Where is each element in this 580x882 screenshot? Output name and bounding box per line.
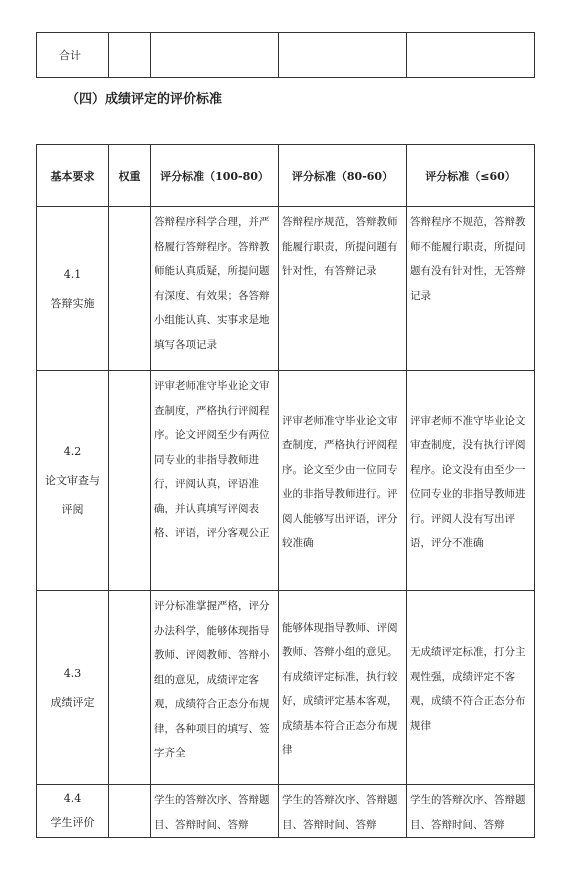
criteria-cell-mid: 能够体现指导教师、评阅教师、答辩小组的意见。有成绩评定标准，执行较好，成绩评定基本客观，成绩基本符合正态分布规律: [279, 591, 407, 785]
criteria-cell-high: 评审老师准守毕业论文审查制度，严格执行评阅程序。论文评阅至少有两位同专业的非指导教师进行，评阅认真，评语准确，并认真填写评阅表格、评语，评分客观公正: [151, 371, 279, 591]
requirement-number: 4.1: [63, 267, 82, 281]
summary-table: [36, 32, 535, 78]
weight-cell: [109, 207, 151, 371]
requirement-name-cont: 评阅: [61, 503, 84, 516]
criteria-table: [36, 144, 535, 838]
column-header: 基本要求: [37, 145, 109, 207]
criteria-cell-low: 无成绩评定标准，打分主观性强，成绩评定不客观，成绩不符合正态分布规律: [407, 591, 535, 785]
table-row: [37, 207, 535, 371]
weight-cell: [109, 371, 151, 591]
requirement-cell: [37, 371, 109, 591]
column-header: 评分标准（≤60）: [407, 145, 535, 207]
criteria-cell-low: 学生的答辩次序、答辩题目、答辩时间、答辩: [407, 785, 535, 838]
table-row: [37, 591, 535, 785]
table-row: [37, 33, 535, 78]
weight-cell: [109, 785, 151, 838]
table-header-row: [37, 145, 535, 207]
table-row: [37, 371, 535, 591]
total-label: 合计: [37, 33, 109, 78]
table-row: [37, 785, 535, 838]
weight-cell: [109, 591, 151, 785]
table-cell: [109, 33, 151, 78]
column-header: 评分标准（80-60）: [279, 145, 407, 207]
requirement-number: 4.2: [63, 445, 82, 458]
requirement-number: 4.3: [63, 666, 82, 680]
criteria-cell-low: 评审老师不准守毕业论文审查制度，没有执行评阅程序。论文没有由至少一位同专业的非指导教师进行。评阅人没有写出评语，评分不准确: [407, 371, 535, 591]
criteria-cell-mid: 评审老师准守毕业论文审查制度，严格执行评阅程序。论文至少由一位同专业的非指导教师进行。评阅人能够写出评语，评分较准确: [279, 371, 407, 591]
criteria-cell-high: 评分标准掌握严格，评分办法科学，能够体现指导教师、评阅教师、答辩小组的意见，成绩评定客观，成绩符合正态分布规律，各种项目的填写、签字齐全: [151, 591, 279, 785]
table-cell: [407, 33, 535, 78]
table-cell: [279, 33, 407, 78]
table-cell: [151, 33, 279, 78]
requirement-cell: [37, 785, 109, 838]
requirement-cell: [37, 591, 109, 785]
requirement-cell: [37, 207, 109, 371]
criteria-cell-mid: 学生的答辩次序、答辩题目、答辩时间、答辩: [279, 785, 407, 838]
criteria-cell-high: 答辩程序科学合理，并严格履行答辩程序。答辩教师能认真质疑，所提问题有深度、有效果；各答辩小组能认真、实事求是地填写各项记录: [151, 207, 279, 371]
column-header: 评分标准（100-80）: [151, 145, 279, 207]
requirement-name: 成绩评定: [50, 695, 95, 709]
criteria-cell-high: 学生的答辩次序、答辩题目、答辩时间、答辩: [151, 785, 279, 838]
criteria-cell-mid: 答辩程序规范，答辩教师能履行职责，所提问题有针对性，有答辩记录: [279, 207, 407, 371]
section-heading: （四）成绩评定的评价标准: [66, 92, 223, 107]
requirement-number: 4.4: [63, 792, 82, 805]
column-header: 权重: [109, 145, 151, 207]
requirement-name: 论文审查与: [45, 474, 100, 487]
requirement-name: 学生评价: [50, 816, 95, 829]
criteria-cell-low: 答辩程序不规范，答辩教师不能履行职责，所提问题有没有针对性，无答辩记录: [407, 207, 535, 371]
requirement-name: 答辩实施: [50, 296, 95, 310]
